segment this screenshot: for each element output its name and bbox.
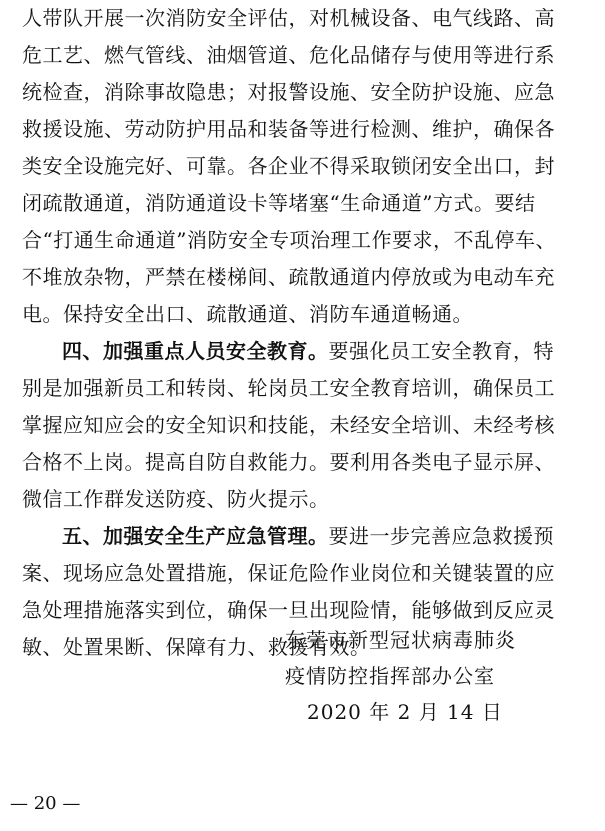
section-4-first-line bbox=[22, 333, 582, 370]
section-4 bbox=[22, 333, 582, 518]
text-line: 微信工作群发送防疫、防火提示。 bbox=[22, 487, 330, 511]
section-5-first-line-text: 要进一步完善应急救援预 bbox=[328, 524, 554, 548]
signature-org-line-2: 疫情防控指挥部办公室 bbox=[285, 664, 495, 688]
text-line: 敏、处置果断、保障有力、救援有效。 bbox=[22, 635, 371, 659]
text-line: 别是加强新员工和转岗、轮岗员工安全教育培训，确保员工 bbox=[22, 376, 555, 400]
signature-org-line-1: 东莞市新型冠状病毒肺炎 bbox=[285, 628, 516, 652]
text-line: 闭疏散通道，消防通道设卡等堵塞“生命通道”方式。要结 bbox=[22, 191, 536, 215]
section-4-first-line-text: 要强化员工安全教育，特 bbox=[328, 339, 554, 363]
signature-block bbox=[285, 622, 565, 730]
section-4-heading: 四、加强重点人员安全教育。 bbox=[62, 339, 329, 363]
text-line: 案、现场应急处置措施，保证危险作业岗位和关键装置的应 bbox=[22, 561, 555, 585]
section-5-heading: 五、加强安全生产应急管理。 bbox=[62, 524, 329, 548]
text-line: 急处理措施落实到位，确保一旦出现险情，能够做到反应灵 bbox=[22, 598, 555, 622]
document-body bbox=[22, 0, 582, 666]
page-number: — 20 — bbox=[10, 793, 81, 814]
section-5-first-line bbox=[22, 518, 582, 555]
signature-date: 2020 年 2 月 14 日 bbox=[307, 700, 503, 724]
text-line: 救援设施、劳动防护用品和装备等进行检测、维护，确保各 bbox=[22, 117, 555, 141]
text-line: 危工艺、燃气管线、油烟管道、危化品储存与使用等进行系 bbox=[22, 43, 555, 67]
text-line: 合格不上岗。提高自防自救能力。要利用各类电子显示屏、 bbox=[22, 450, 555, 474]
text-line: 电。保持安全出口、疏散通道、消防车通道畅通。 bbox=[22, 302, 473, 326]
text-line: 掌握应知应会的安全知识和技能，未经安全培训、未经考核 bbox=[22, 413, 555, 437]
text-line: 合“打通生命通道”消防安全专项治理工作要求，不乱停车、 bbox=[22, 228, 556, 252]
text-line: 不堆放杂物，严禁在楼梯间、疏散通道内停放或为电动车充 bbox=[22, 265, 555, 289]
text-line: 人带队开展一次消防安全评估，对机械设备、电气线路、高 bbox=[22, 6, 555, 30]
text-line: 统检查，消除事故隐患；对报警设施、安全防护设施、应急 bbox=[22, 80, 555, 104]
text-line: 类安全设施完好、可靠。各企业不得采取锁闭安全出口，封 bbox=[22, 154, 555, 178]
paragraph-1 bbox=[22, 0, 582, 333]
